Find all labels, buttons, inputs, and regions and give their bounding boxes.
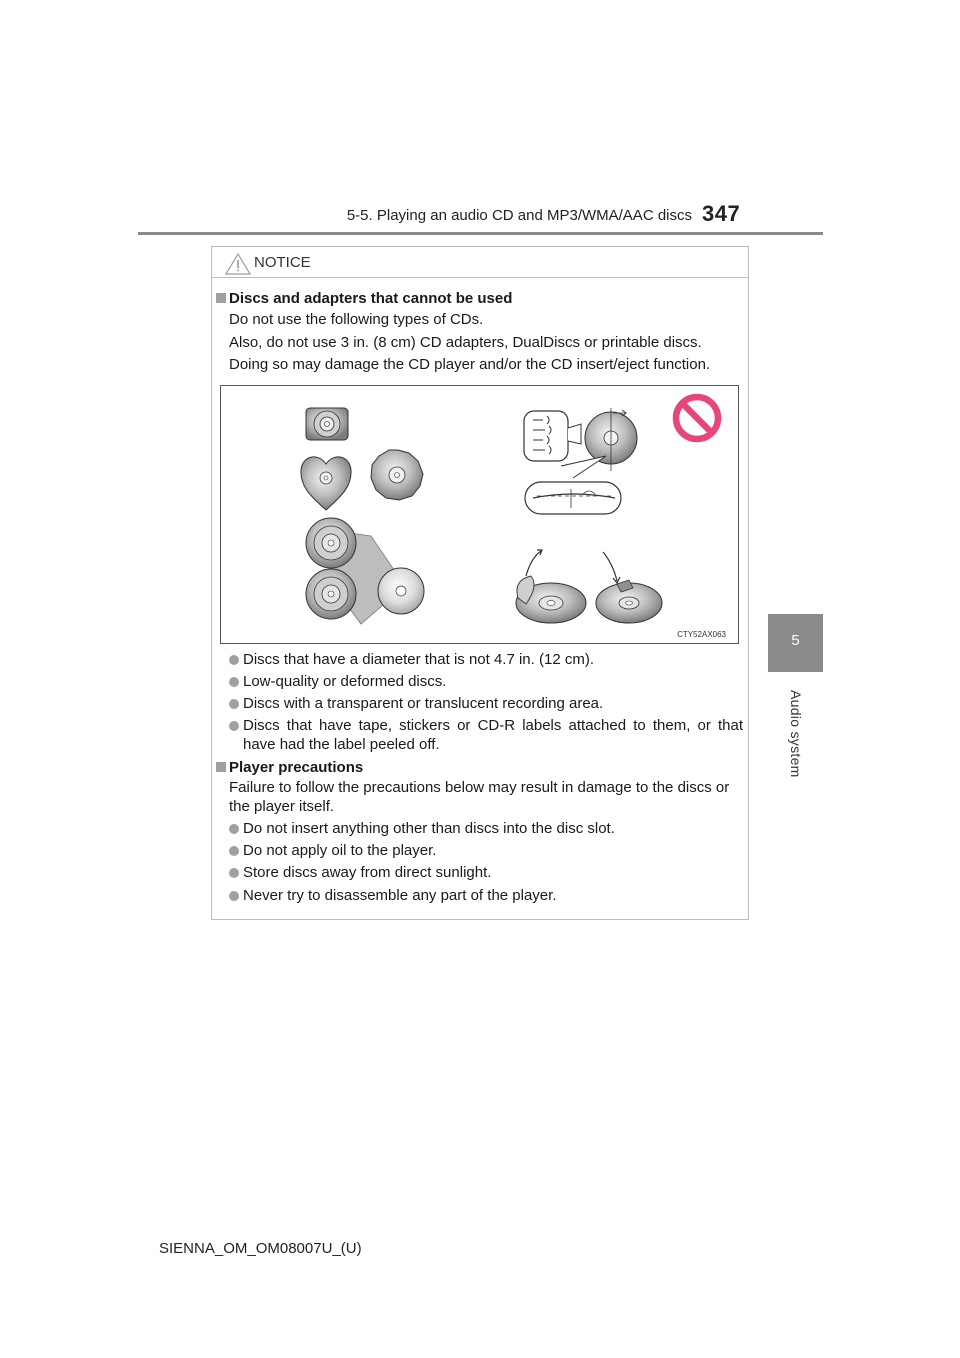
disc-illustration bbox=[221, 386, 738, 643]
bullet-item: Discs that have a diameter that is not 4.7 in. (12 cm). bbox=[243, 651, 594, 668]
heart-disc-icon bbox=[301, 457, 351, 510]
chapter-number: 5 bbox=[791, 632, 800, 649]
peeled-label-disc-icon bbox=[516, 550, 586, 623]
chapter-label: Audio system bbox=[788, 690, 804, 778]
prohibition-icon bbox=[676, 397, 718, 439]
flower-disc-icon bbox=[371, 450, 423, 500]
notice-header bbox=[212, 247, 748, 278]
bullet-item: Store discs away from direct sunlight. bbox=[243, 864, 492, 881]
paragraph-line: Do not use the following types of CDs. bbox=[229, 311, 484, 328]
sticker-disc-icon bbox=[596, 552, 662, 623]
bullet-item: Never try to disassemble any part of the player. bbox=[243, 887, 557, 904]
document-code: SIENNA_OM_OM08007U_(U) bbox=[159, 1240, 362, 1257]
paragraph-line: Doing so may damage the CD player and/or the CD insert/eject function. bbox=[229, 356, 711, 373]
page-number: 347 bbox=[702, 201, 741, 226]
section-marker bbox=[216, 762, 226, 772]
bullet-dot bbox=[229, 868, 239, 878]
header-rule bbox=[138, 232, 823, 235]
bullet-dot bbox=[229, 655, 239, 665]
running-header-title: 5-5. Playing an audio CD and MP3/WMA/AAC discs bbox=[346, 207, 692, 224]
deformed-disc-icon bbox=[524, 408, 637, 514]
bullet-item: Low-quality or deformed discs. bbox=[243, 673, 447, 690]
translucent-disc-icon bbox=[306, 518, 424, 624]
bullet-dot bbox=[229, 699, 239, 709]
notice-label: NOTICE bbox=[254, 254, 311, 271]
section-heading-discs: Discs and adapters that cannot be used bbox=[229, 290, 513, 307]
bullet-item: Discs with a transparent or translucent recording area. bbox=[243, 695, 604, 712]
paragraph-intro: Failure to follow the precautions below may result in damage to the discs or the player itself. bbox=[229, 779, 730, 815]
section-heading-player: Player precautions bbox=[229, 759, 364, 776]
bullet-dot bbox=[229, 677, 239, 687]
bullet-dot bbox=[229, 721, 239, 731]
square-disc-icon bbox=[306, 408, 348, 440]
paragraph-line: Also, do not use 3 in. (8 cm) CD adapters, DualDiscs or printable discs. bbox=[229, 334, 702, 351]
bullet-item: Discs that have tape, stickers or CD-R labels attached to them, or that have had the label peeled off. bbox=[243, 717, 743, 753]
disc-types-figure bbox=[220, 385, 739, 644]
bullet-dot bbox=[229, 824, 239, 834]
bullet-item: Do not apply oil to the player. bbox=[243, 842, 437, 859]
figure-code: CTY52AX063 bbox=[677, 630, 726, 639]
warning-triangle-icon bbox=[225, 253, 251, 275]
bullet-dot bbox=[229, 891, 239, 901]
section-marker bbox=[216, 293, 226, 303]
bullet-item: Do not insert anything other than discs into the disc slot. bbox=[243, 820, 615, 837]
chapter-tab bbox=[768, 614, 823, 672]
bullet-dot bbox=[229, 846, 239, 856]
